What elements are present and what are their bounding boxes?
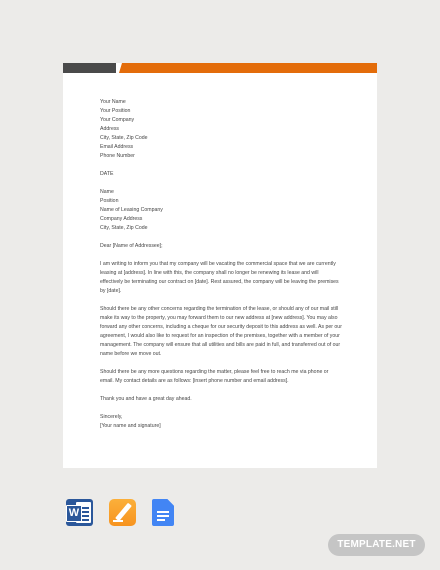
paragraph-2: Should there be any other concerns regarding the termination of the lease, or should any of our mail still make its way to the property, you may forward them to our new address at [new address]. You may also forward any other concerns, including a cheque for our security deposit to this address as well. As per our agreement, I would also like to request for an inspection of the premises, together with a member of your management. The company will ensure that all utilities and bills are paid in full, and transferred out of our name before we move out. (100, 306, 342, 357)
google-docs-icon[interactable] (152, 499, 174, 526)
sign-off: Sincerely, (100, 414, 123, 420)
sender-name: Your Name (100, 99, 126, 105)
letter-body (100, 98, 342, 431)
recipient-name: Name (100, 189, 114, 195)
pages-icon[interactable] (109, 499, 136, 526)
document-page (63, 63, 377, 468)
word-icon[interactable] (66, 499, 93, 526)
paragraph-3: Should there be any more questions regarding the matter, please feel free to reach me via phone or email. My contact details are as follows: [insert phone number and email address]. (100, 369, 329, 384)
header-band-dark (63, 63, 116, 73)
letter-date: DATE (100, 171, 114, 177)
closing-line: Thank you and have a great day ahead. (100, 396, 192, 402)
template-net-logo[interactable]: TEMPLATE.NET (328, 534, 425, 556)
sender-phone: Phone Number (100, 153, 135, 159)
header-band-orange (119, 63, 377, 73)
sender-city: City, State, Zip Code (100, 135, 148, 141)
signature-placeholder: [Your name and signature] (100, 423, 161, 429)
recipient-position: Position (100, 198, 119, 204)
recipient-city: City, State, Zip Code (100, 225, 148, 231)
word-letter: W (66, 505, 82, 522)
sender-position: Your Position (100, 108, 131, 114)
sender-block (100, 98, 342, 161)
salutation: Dear [Name of Addressee]; (100, 243, 163, 249)
recipient-company: Name of Leasing Company (100, 207, 163, 213)
paragraph-1: I am writing to inform you that my company will be vacating the commercial space that we are currently leasing at [address]. In line with this, the company shall no longer be renewing its lease and will effectively be terminating our contract on [date]. Rest assured, the company will be leaving the premises by [date]. (100, 261, 339, 294)
sender-email: Email Address (100, 144, 134, 150)
sender-address: Address (100, 126, 120, 132)
recipient-block (100, 188, 342, 233)
sender-company: Your Company (100, 117, 135, 123)
recipient-address: Company Address (100, 216, 143, 222)
app-icons-row (66, 499, 174, 526)
